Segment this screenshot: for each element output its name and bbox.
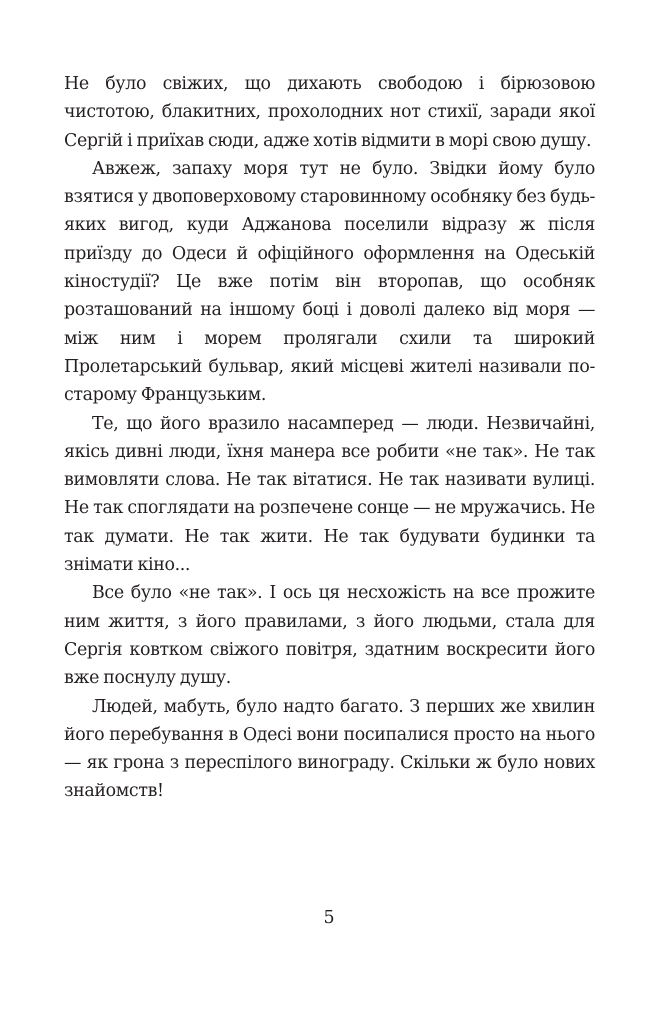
page-text: [64, 70, 595, 806]
paragraph-3: Те, що його вразило насамперед — люди. Незвичайні, якісь дивні люди, їхня манера все робити «не так». Не так вимовляти слова. Не так вітатися. Не так називати вулиці. Не так споглядати на розпечене сонце — не мружачись. Не так думати. Не так жити. Не так будувати будинки та знімати кіно...: [64, 413, 595, 576]
paragraph-5: Людей, мабуть, було надто багато. З перших же хвилин його перебування в Одесі вони посипалися просто на нього — як грона з переспілого винограду. Скільки ж було нових знайомств!: [64, 696, 595, 802]
paragraph-1: Не було свіжих, що дихають свободою і бірюзовою чистотою, блакитних, прохолодних нот стихії, заради якої Сергій і приїхав сюди, адже хотів відмити в морі свою душу.: [64, 74, 595, 151]
paragraph-4: Все було «не так». І ось ця несхожість на все прожите ним життя, з його правилами, з його людьми, стала для Сергія ковтком свіжого повітря, здатним воскресити його вже поснулу душу.: [64, 583, 595, 689]
page-number: 5: [323, 908, 335, 928]
paragraph-2: Авжеж, запаху моря тут не було. Звідки йому було взятися у двоповерховому старовинному особняку без будь-яких вигод, куди Аджанова поселили відразу ж після приїзду до Одеси й офіційного оформлення на Одеській кіностудії? Це вже потім він второпав, що особняк розташований на іншому боці і доволі далеко від моря — між ним і морем пролягали схили та широкий Пролетарський бульвар, який місцеві жителі називали по-старому Французьким.: [64, 158, 595, 406]
